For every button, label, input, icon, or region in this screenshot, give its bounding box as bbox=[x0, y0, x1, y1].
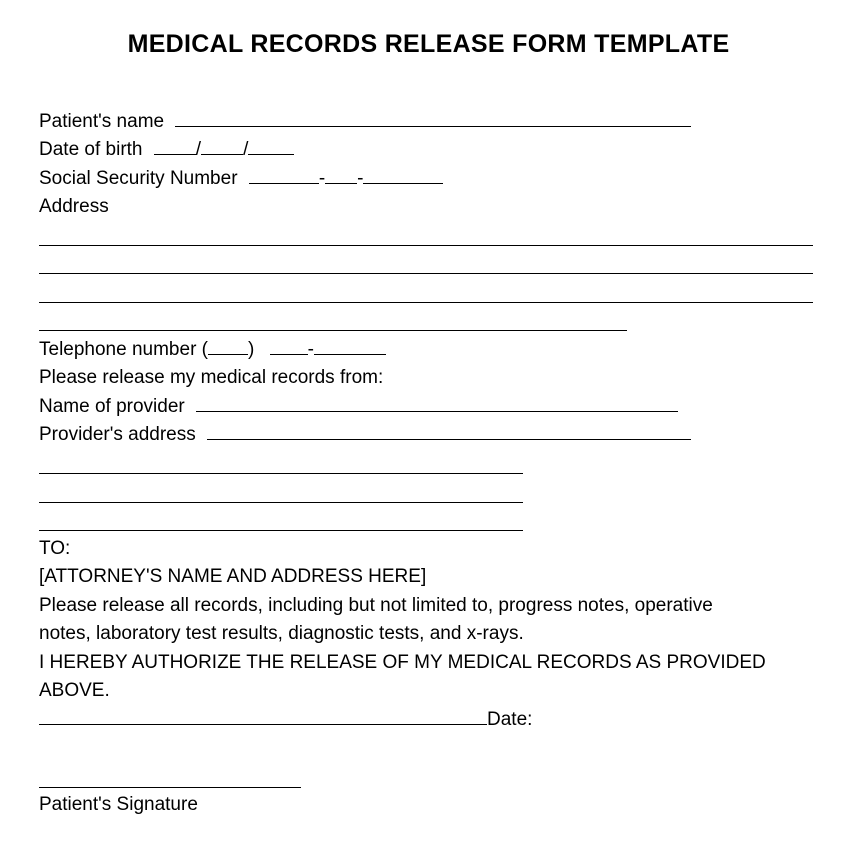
telephone-separator: - bbox=[307, 339, 314, 360]
release-text-line-2: notes, laboratory test results, diagnostic tests, and x-rays. bbox=[39, 623, 524, 644]
provider-address-row bbox=[39, 423, 691, 447]
ssn-row bbox=[39, 167, 443, 191]
release-from-text: Please release my medical records from: bbox=[39, 367, 384, 388]
address-line-1[interactable] bbox=[39, 245, 813, 246]
address-line-4[interactable] bbox=[39, 330, 627, 331]
ssn-part1-field[interactable] bbox=[249, 167, 319, 184]
provider-address-field[interactable] bbox=[207, 423, 691, 440]
provider-address-line-3[interactable] bbox=[39, 530, 523, 531]
ssn-part3-field[interactable] bbox=[363, 167, 443, 184]
dob-row bbox=[39, 138, 294, 162]
date-label: Date: bbox=[487, 709, 533, 730]
provider-name-row bbox=[39, 395, 678, 419]
telephone-label: Telephone number ( bbox=[39, 339, 208, 360]
dob-separator: / bbox=[195, 139, 202, 160]
address-line-3[interactable] bbox=[39, 302, 813, 303]
provider-address-label: Provider's address bbox=[39, 424, 196, 445]
patient-name-label: Patient's name bbox=[39, 111, 165, 132]
dob-separator: / bbox=[243, 139, 249, 160]
authorize-text-line-2: ABOVE. bbox=[39, 680, 110, 701]
address-line-2[interactable] bbox=[39, 273, 813, 274]
patient-name-row bbox=[39, 110, 691, 134]
ssn-label: Social Security Number bbox=[39, 168, 238, 189]
telephone-row bbox=[39, 338, 386, 362]
telephone-paren: ) bbox=[248, 339, 255, 360]
form-title: MEDICAL RECORDS RELEASE FORM TEMPLATE bbox=[127, 30, 730, 58]
attorney-placeholder: [ATTORNEY'S NAME AND ADDRESS HERE] bbox=[39, 566, 427, 587]
provider-address-line-1[interactable] bbox=[39, 473, 523, 474]
area-code-field[interactable] bbox=[208, 338, 248, 355]
provider-name-label: Name of provider bbox=[39, 396, 185, 417]
ssn-separator: - bbox=[318, 168, 326, 189]
provider-address-line-2[interactable] bbox=[39, 502, 523, 503]
signature-label: Patient's Signature bbox=[39, 794, 198, 815]
address-label: Address bbox=[39, 196, 109, 217]
authorize-text-line-1: I HEREBY AUTHORIZE THE RELEASE OF MY MEDICAL RECORDS AS PROVIDED bbox=[39, 652, 766, 673]
dob-month-field[interactable] bbox=[154, 138, 196, 155]
phone-prefix-field[interactable] bbox=[270, 338, 308, 355]
signature-date-field[interactable] bbox=[39, 708, 487, 725]
date-row bbox=[39, 708, 532, 732]
dob-year-field[interactable] bbox=[248, 138, 294, 155]
patient-name-field[interactable] bbox=[175, 110, 691, 127]
provider-name-field[interactable] bbox=[196, 395, 678, 412]
dob-label: Date of birth bbox=[39, 139, 143, 160]
release-text-line-1: Please release all records, including but not limited to, progress notes, operative bbox=[39, 595, 713, 616]
phone-line-field[interactable] bbox=[314, 338, 386, 355]
ssn-separator: - bbox=[357, 168, 364, 189]
ssn-part2-field[interactable] bbox=[325, 167, 357, 184]
signature-line[interactable] bbox=[39, 787, 301, 788]
dob-day-field[interactable] bbox=[201, 138, 243, 155]
to-label: TO: bbox=[39, 538, 71, 559]
